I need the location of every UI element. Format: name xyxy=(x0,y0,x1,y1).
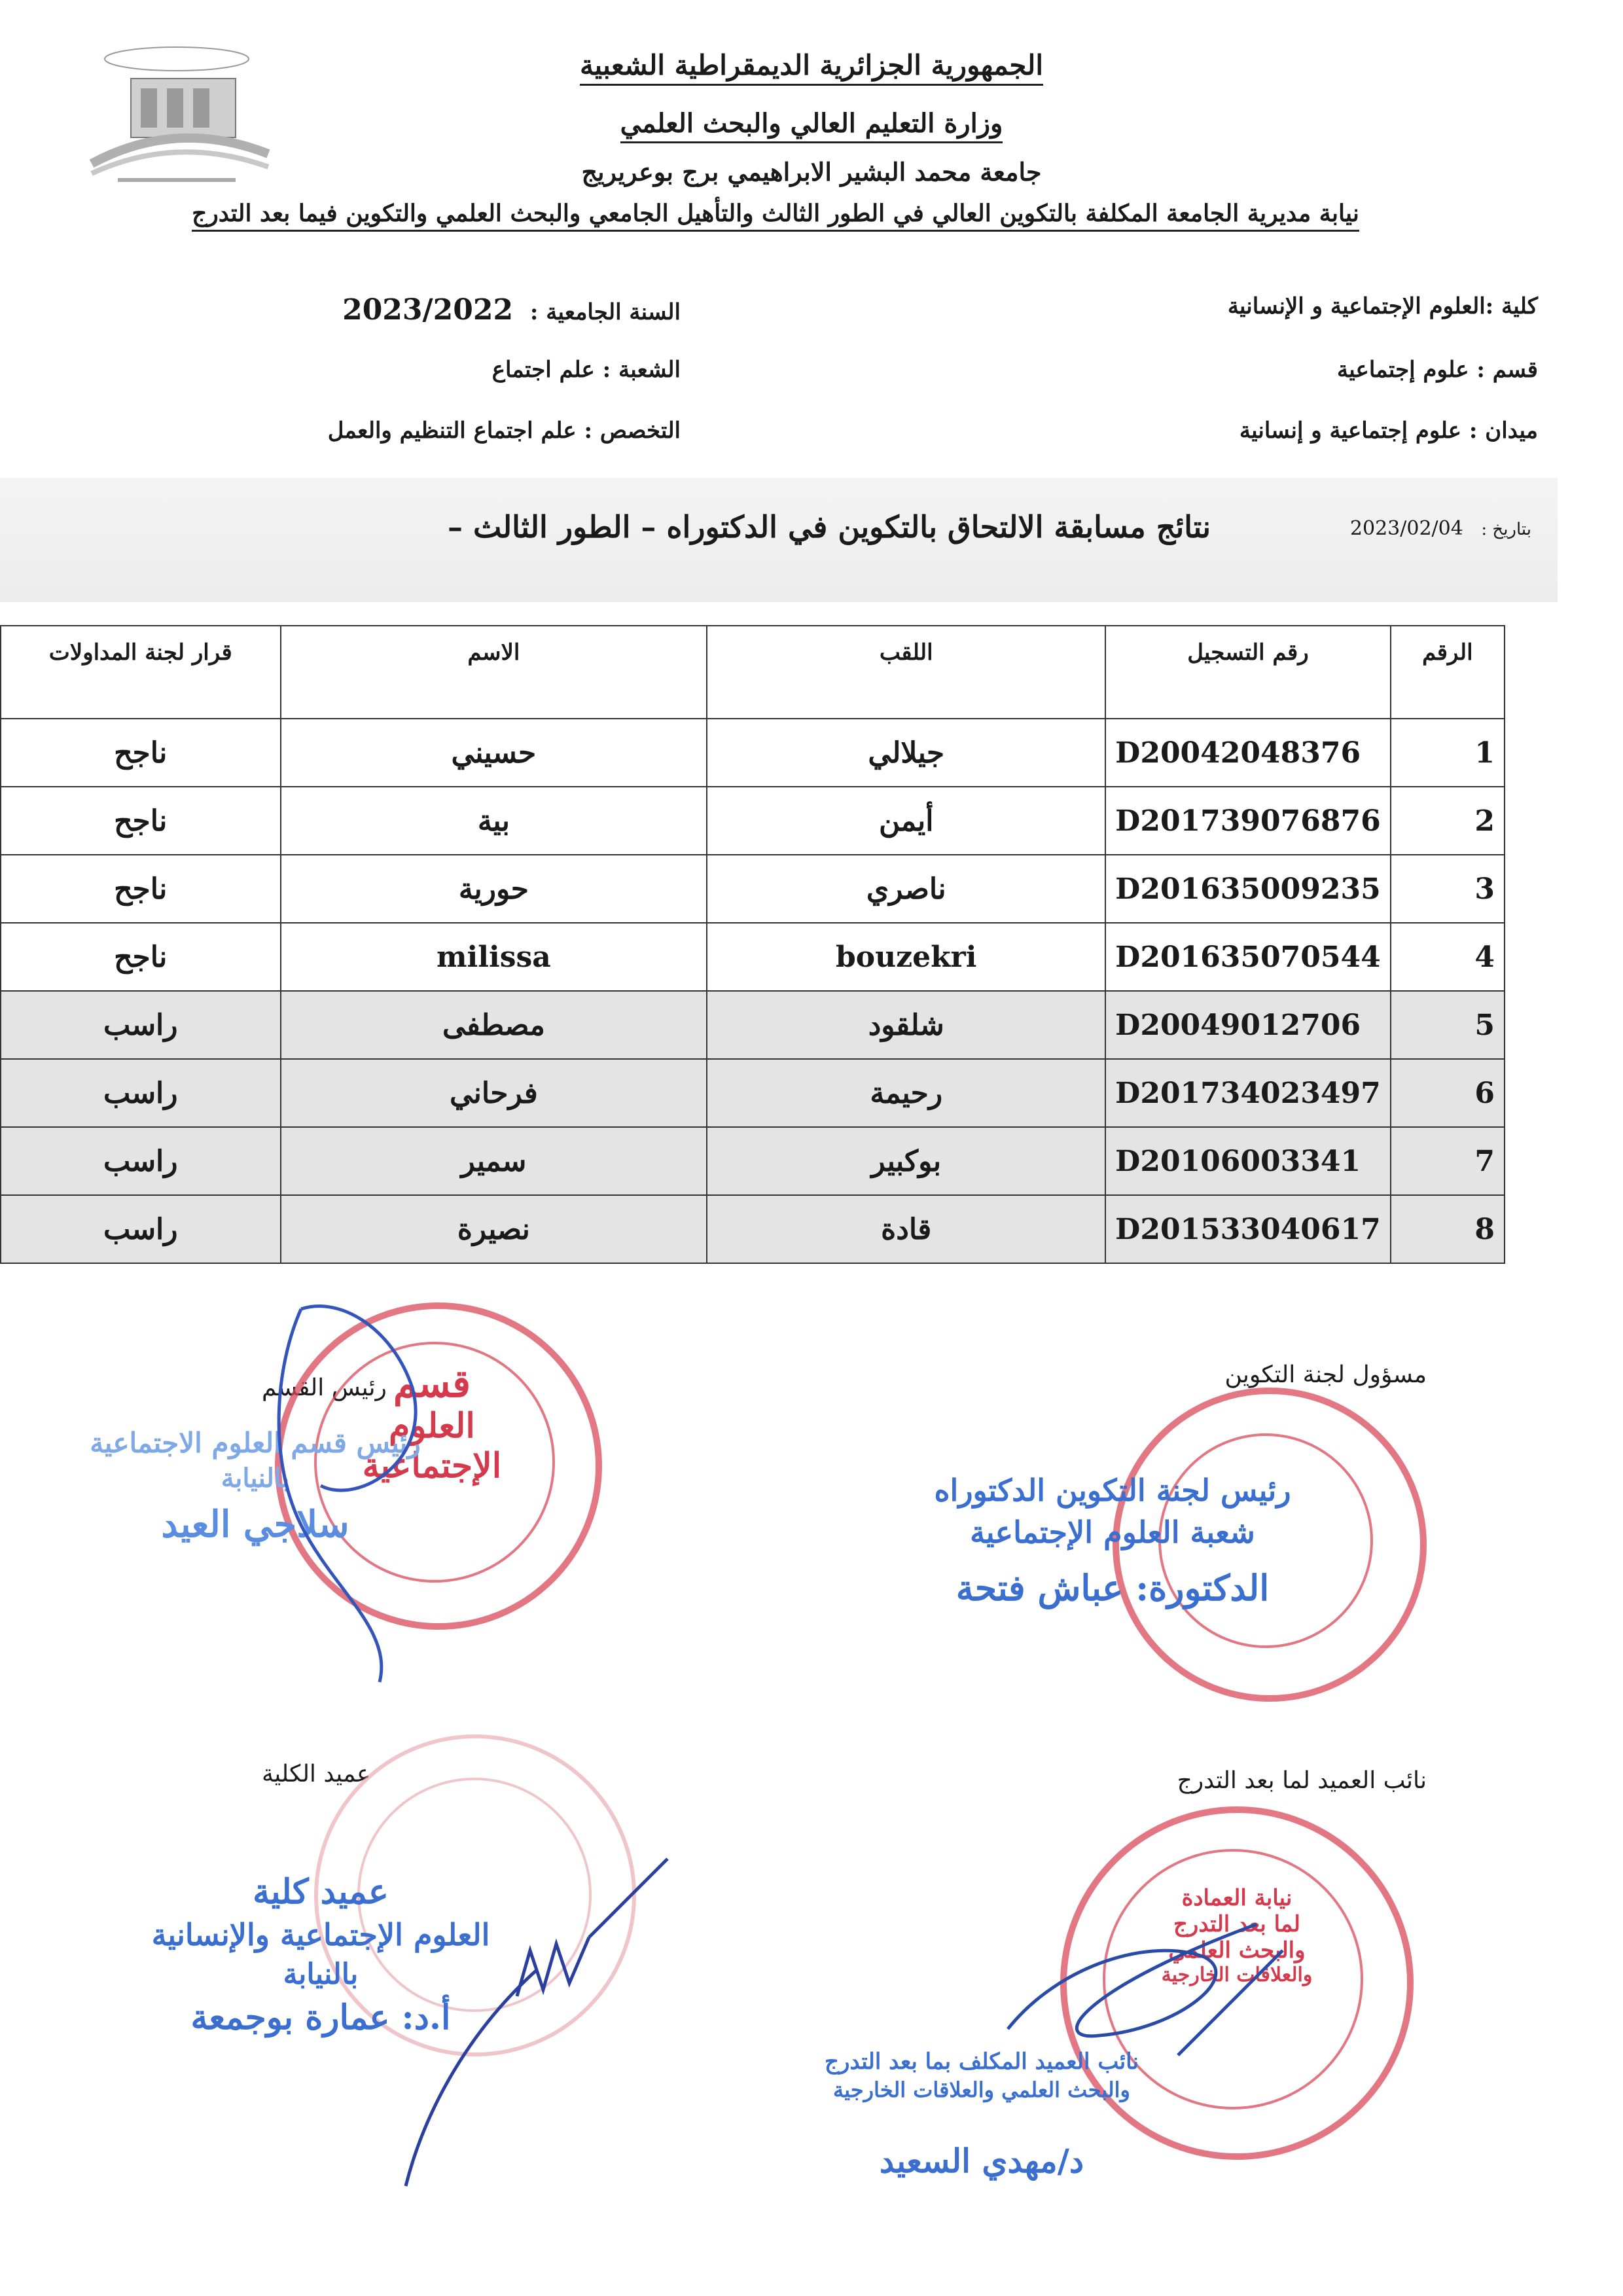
dept-stamp-line2: بالنيابة xyxy=(221,1463,290,1494)
col-registration-header: رقم التسجيل xyxy=(1105,626,1391,719)
dept-stamp-line3: سلاجي العيد xyxy=(161,1503,349,1546)
decision: راسب xyxy=(1,1059,281,1127)
registration-number: D201635009235 xyxy=(1105,855,1391,923)
field-label: ميدان : علوم إجتماعية و إنسانية xyxy=(1239,418,1538,444)
registration-number: D201734023497 xyxy=(1105,1059,1391,1127)
first-name: حورية xyxy=(281,855,707,923)
table-row xyxy=(1,719,1505,787)
row-number: 8 xyxy=(1391,1195,1505,1263)
decision: راسب xyxy=(1,991,281,1059)
row-number: 2 xyxy=(1391,787,1505,855)
results-date-value: 2023/02/04 xyxy=(1349,517,1463,540)
dean-stamp-line1: عميد كلية xyxy=(253,1872,389,1912)
results-table xyxy=(0,625,1505,1264)
first-name: milissa xyxy=(281,923,707,991)
table-row xyxy=(1,923,1505,991)
training-stamp-line3: الدكتورة: عباش فتحة xyxy=(955,1567,1270,1609)
branch-label: الشعبة : علم اجتماع xyxy=(491,357,681,383)
dean-title: عميد الكلية xyxy=(262,1761,371,1787)
first-name: مصطفى xyxy=(281,991,707,1059)
table-row xyxy=(1,1127,1505,1195)
dept-red-stamp-line3: الإجتماعية xyxy=(362,1446,502,1486)
training-head-title: مسؤول لجنة التكوين xyxy=(1224,1361,1427,1388)
col-decision-header: قرار لجنة المداولات xyxy=(1,626,281,719)
row-number: 3 xyxy=(1391,855,1505,923)
surname: جيلالي xyxy=(707,719,1105,787)
table-header-row xyxy=(1,626,1505,719)
university-title: جامعة محمد البشير الابراهيمي برج بوعريريج xyxy=(581,157,1042,187)
vice-stamp-line3: د/مهدي السعيد xyxy=(879,2142,1084,2180)
first-name: نصيرة xyxy=(281,1195,707,1263)
table-row xyxy=(1,787,1505,855)
dept-red-stamp-line2: العلوم xyxy=(389,1406,475,1446)
training-stamp-line2: شعبة العلوم الإجتماعية xyxy=(970,1515,1255,1550)
registration-number: D201635070544 xyxy=(1105,923,1391,991)
registration-number: D20049012706 xyxy=(1105,991,1391,1059)
specialty-label: التخصص : علم اجتماع التنظيم والعمل xyxy=(327,418,681,444)
first-name: حسيني xyxy=(281,719,707,787)
table-row xyxy=(1,855,1505,923)
dept-red-stamp-line1: قسم xyxy=(393,1361,471,1406)
vice-red-line1: نيابة العمادة xyxy=(1181,1885,1293,1911)
dept-head-signature xyxy=(262,1289,471,1695)
faculty-label: كلية :العلوم الإجتماعية و الإنسانية xyxy=(1227,293,1538,319)
vice-stamp-line2: والبحث العلمي والعلاقات الخارجية xyxy=(833,2077,1130,2102)
surname: أيمن xyxy=(707,787,1105,855)
training-stamp-line1: رئيس لجنة التكوين الدكتوراه xyxy=(934,1473,1291,1508)
results-title: نتائج مسابقة الالتحاق بالتكوين في الدكتوراه – الطور الثالث – xyxy=(447,509,1211,545)
vice-red-line2: لما بعد التدرج xyxy=(1173,1911,1301,1937)
decision: ناجح xyxy=(1,855,281,923)
col-surname-header: اللقب xyxy=(707,626,1105,719)
vice-rectorate-title: نيابة مديرية الجامعة المكلفة بالتكوين العالي في الطور الثالث والتأهيل الجامعي والبحث العلمي والتكوين فيما بعد التدرج xyxy=(192,200,1359,232)
ministry-title: وزارة التعليم العالي والبحث العلمي xyxy=(620,108,1003,143)
row-number: 5 xyxy=(1391,991,1505,1059)
dept-stamp-line1: رئيس قسم العلوم الاجتماعية xyxy=(90,1427,421,1459)
academic-year-value: 2023/2022 xyxy=(342,293,514,327)
university-logo xyxy=(79,39,275,190)
dean-stamp-line3: بالنيابة xyxy=(283,1958,359,1991)
table-row xyxy=(1,1059,1505,1127)
academic-year xyxy=(342,293,681,327)
row-number: 7 xyxy=(1391,1127,1505,1195)
row-number: 4 xyxy=(1391,923,1505,991)
first-name: بية xyxy=(281,787,707,855)
first-name: سمير xyxy=(281,1127,707,1195)
table-row xyxy=(1,1195,1505,1263)
col-name-header: الاسم xyxy=(281,626,707,719)
surname: بوكبير xyxy=(707,1127,1105,1195)
row-number: 1 xyxy=(1391,719,1505,787)
vice-dean-title: نائب العميد لما بعد التدرج xyxy=(1177,1767,1427,1794)
registration-number: D201739076876 xyxy=(1105,787,1391,855)
registration-number: D201533040617 xyxy=(1105,1195,1391,1263)
academic-year-label: السنة الجامعية : xyxy=(529,299,681,325)
vice-red-line3: والبحث العلمي xyxy=(1168,1937,1306,1964)
decision: ناجح xyxy=(1,923,281,991)
vice-dean-signature xyxy=(982,1885,1309,2081)
surname: شلقود xyxy=(707,991,1105,1059)
dean-signature xyxy=(366,1833,694,2199)
row-number: 6 xyxy=(1391,1059,1505,1127)
dean-stamp-line4: أ.د: عمارة بوجمعة xyxy=(190,1998,451,2037)
training-head-stamp xyxy=(864,1473,1361,1609)
surname: ناصري xyxy=(707,855,1105,923)
department-label: قسم : علوم إجتماعية xyxy=(1337,357,1538,383)
results-date xyxy=(1350,517,1531,540)
decision: راسب xyxy=(1,1127,281,1195)
dept-head-title: رئيس القسم xyxy=(262,1374,387,1401)
vice-red-line4: والعلاقات الخارجية xyxy=(1161,1964,1313,1986)
col-number-header: الرقم xyxy=(1391,626,1505,719)
registration-number: D20042048376 xyxy=(1105,719,1391,787)
results-date-label: بتاريخ : xyxy=(1481,520,1531,539)
republic-title: الجمهورية الجزائرية الديمقراطية الشعبية xyxy=(580,49,1043,86)
decision: ناجح xyxy=(1,719,281,787)
first-name: فرحاني xyxy=(281,1059,707,1127)
registration-number: D20106003341 xyxy=(1105,1127,1391,1195)
surname: قادة xyxy=(707,1195,1105,1263)
surname: bouzekri xyxy=(707,923,1105,991)
decision: راسب xyxy=(1,1195,281,1263)
table-row xyxy=(1,991,1505,1059)
vice-stamp-line1: نائب العميد المكلف بما بعد التدرج xyxy=(825,2049,1139,2075)
surname: رحيمة xyxy=(707,1059,1105,1127)
decision: ناجح xyxy=(1,787,281,855)
dean-stamp-line2: العلوم الإجتماعية والإنسانية xyxy=(151,1917,490,1952)
